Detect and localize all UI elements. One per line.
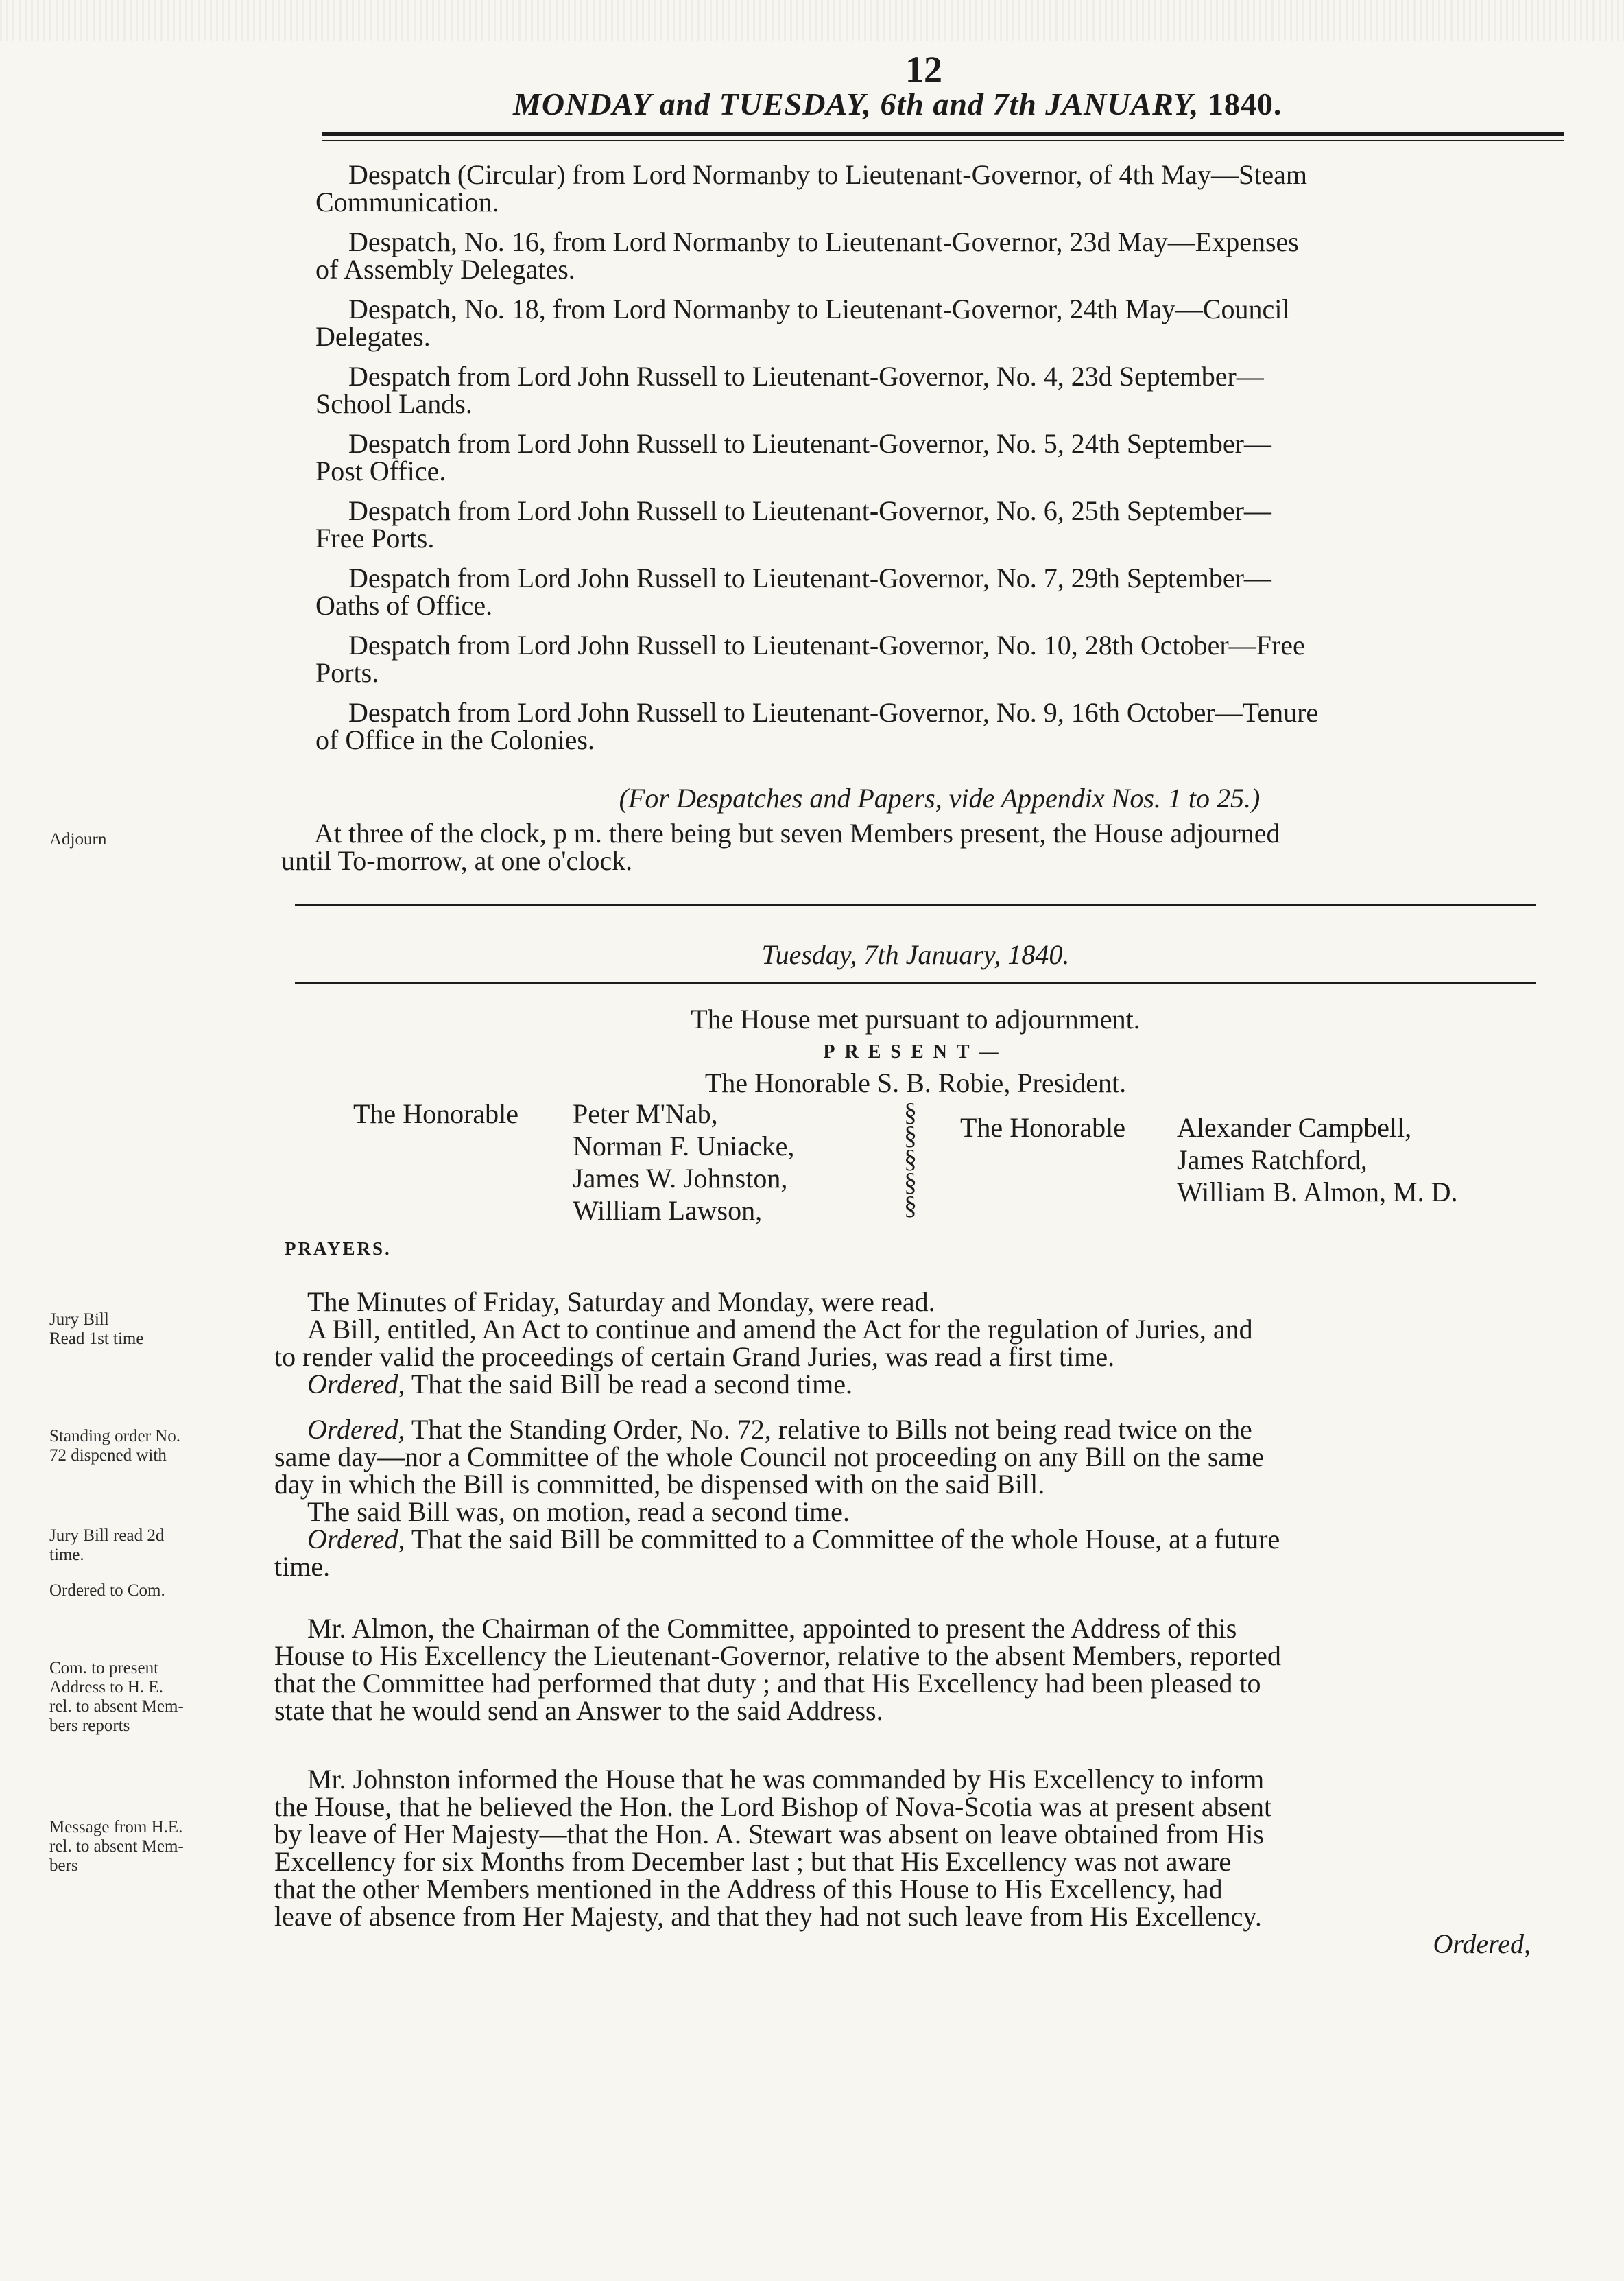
minutes-paragraph: The Minutes of Friday, Saturday and Monday, were read. xyxy=(307,1286,935,1317)
almon-paragraph: Mr. Almon, the Chairman of the Committee, appointed to present the Address of this House to His Excellency the Lieutenant-Governor, relative to the absent Members, reported that the Committee had performed that duty ; and that His Excellency had been pleased to state that he would send an Answer to the said Address. xyxy=(274,1613,1281,1726)
section-mark: § xyxy=(904,1168,917,1197)
member-name: Norman F. Uniacke, xyxy=(573,1131,795,1161)
section-mark: § xyxy=(904,1122,917,1150)
members-left xyxy=(573,1098,794,1227)
margin-note-message: Message from H.E. rel. to absent Mem- bers xyxy=(49,1818,184,1875)
margin-note-jury-first: Jury Bill Read 1st time xyxy=(49,1310,144,1348)
members-right-prefix: The Honorable xyxy=(960,1112,1126,1143)
despatch-item: Despatch from Lord John Russell to Lieutenant-Governor, No. 10, 28th October—Free Ports. xyxy=(315,630,1305,688)
margin-note-ordered-com: Ordered to Com. xyxy=(49,1581,165,1600)
despatch-item: Despatch from Lord John Russell to Lieutenant-Governor, No. 4, 23d September— School Lands. xyxy=(315,361,1264,419)
president-line: The Honorable S. B. Robie, President. xyxy=(704,1067,1127,1098)
member-name: Alexander Campbell, xyxy=(1177,1112,1412,1143)
section-rule-bottom xyxy=(295,982,1536,984)
margin-note-adjourn: Adjourn xyxy=(49,830,107,849)
standing-order-paragraph: Ordered, That the Standing Order, No. 72, relative to Bills not being read twice on the same day—nor a Committee of the whole Council not proceeding on any Bill on the same day in which the Bill is committed, be dispensed with on the said Bill. xyxy=(274,1414,1265,1500)
margin-note-standing-order: Standing order No. 72 dispened with xyxy=(49,1427,180,1465)
member-name: Peter M'Nab, xyxy=(573,1098,718,1129)
despatch-item: Despatch from Lord John Russell to Lieutenant-Governor, No. 6, 25th September— Free Ports. xyxy=(315,495,1271,554)
member-name: William B. Almon, M. D. xyxy=(1177,1177,1458,1207)
appendix-note: (For Despatches and Papers, vide Appendix Nos. 1 to 25.) xyxy=(619,783,1261,814)
page-header-date xyxy=(513,86,1282,122)
despatch-item: Despatch from Lord John Russell to Lieutenant-Governor, No. 7, 29th September— Oaths of Office. xyxy=(315,563,1271,621)
despatch-item: Despatch from Lord John Russell to Lieutenant-Governor, No. 9, 16th October—Tenure of Office in the Colonies. xyxy=(315,697,1319,755)
johnston-paragraph: Mr. Johnston informed the House that he was commanded by His Excellency to inform the House, that he believed the Hon. the Lord Bishop of Nova-Scotia was at present absent by leave of Her Majesty—that the Hon. A. Stewart was absent on leave obtained from His Excellency for six Months from December last ; but that His Excellency was not aware that the other Members mentioned in the Address of this House to His Excellency, had leave of absence from Her Majesty, and that they had not such leave from His Excellency. xyxy=(274,1764,1272,1932)
header-date-text: MONDAY and TUESDAY, 6th and 7th JANUARY, xyxy=(513,86,1199,121)
header-rule-thin xyxy=(322,140,1564,141)
header-year: 1840. xyxy=(1207,86,1282,121)
page-number: 12 xyxy=(905,49,942,90)
despatch-item: Despatch, No. 18, from Lord Normanby to Lieutenant-Governor, 24th May—Council Delegates. xyxy=(315,294,1290,352)
member-name: James Ratchford, xyxy=(1177,1144,1368,1175)
margin-note-com-present: Com. to present Address to H. E. rel. to absent Mem- bers reports xyxy=(49,1659,184,1735)
ordered-second-paragraph: Ordered, That the said Bill be read a second time. xyxy=(307,1369,852,1399)
section-mark: § xyxy=(904,1098,917,1127)
members-right xyxy=(1177,1111,1458,1208)
adjourn-paragraph: At three of the clock, p m. there being but seven Members present, the House adjourned until To-morrow, at one o'clock. xyxy=(281,818,1280,876)
catchword: Ordered, xyxy=(1433,1928,1531,1959)
margin-note-jury-second: Jury Bill read 2d time. xyxy=(49,1526,165,1564)
members-left-prefix: The Honorable xyxy=(353,1098,519,1129)
member-name: James W. Johnston, xyxy=(573,1163,788,1194)
section-mark: § xyxy=(904,1192,917,1220)
despatch-item: Despatch, No. 16, from Lord Normanby to Lieutenant-Governor, 23d May—Expenses of Assembly Delegates. xyxy=(315,226,1299,285)
despatch-list xyxy=(315,161,1564,754)
proceedings-body xyxy=(274,1288,1531,1958)
section-mark: § xyxy=(904,1145,917,1174)
header-rule-thick xyxy=(322,132,1564,136)
prayers-heading: PRAYERS. xyxy=(285,1238,392,1259)
section-mark-column xyxy=(904,1098,917,1220)
section-date: Tuesday, 7th January, 1840. xyxy=(761,939,1070,970)
read-second-paragraph: The said Bill was, on motion, read a second time. xyxy=(307,1496,850,1527)
house-met: The House met pursuant to adjournment. xyxy=(691,1004,1141,1035)
committed-paragraph: Ordered, That the said Bill be committed to a Committee of the whole House, at a future time. xyxy=(274,1524,1280,1582)
present-label: PRESENT— xyxy=(823,1041,1008,1063)
bill-paragraph: A Bill, entitled, An Act to continue and amend the Act for the regulation of Juries, and to render valid the proceedings of certain Grand Juries, was read a first time. xyxy=(274,1314,1253,1372)
section-rule-top xyxy=(295,904,1536,906)
despatch-item: Despatch from Lord John Russell to Lieutenant-Governor, No. 5, 24th September— Post Office. xyxy=(315,428,1271,486)
member-name: William Lawson, xyxy=(573,1195,763,1226)
scan-texture xyxy=(0,0,1624,41)
despatch-item: Despatch (Circular) from Lord Normanby to Lieutenant-Governor, of 4th May—Steam Communication. xyxy=(315,159,1307,217)
